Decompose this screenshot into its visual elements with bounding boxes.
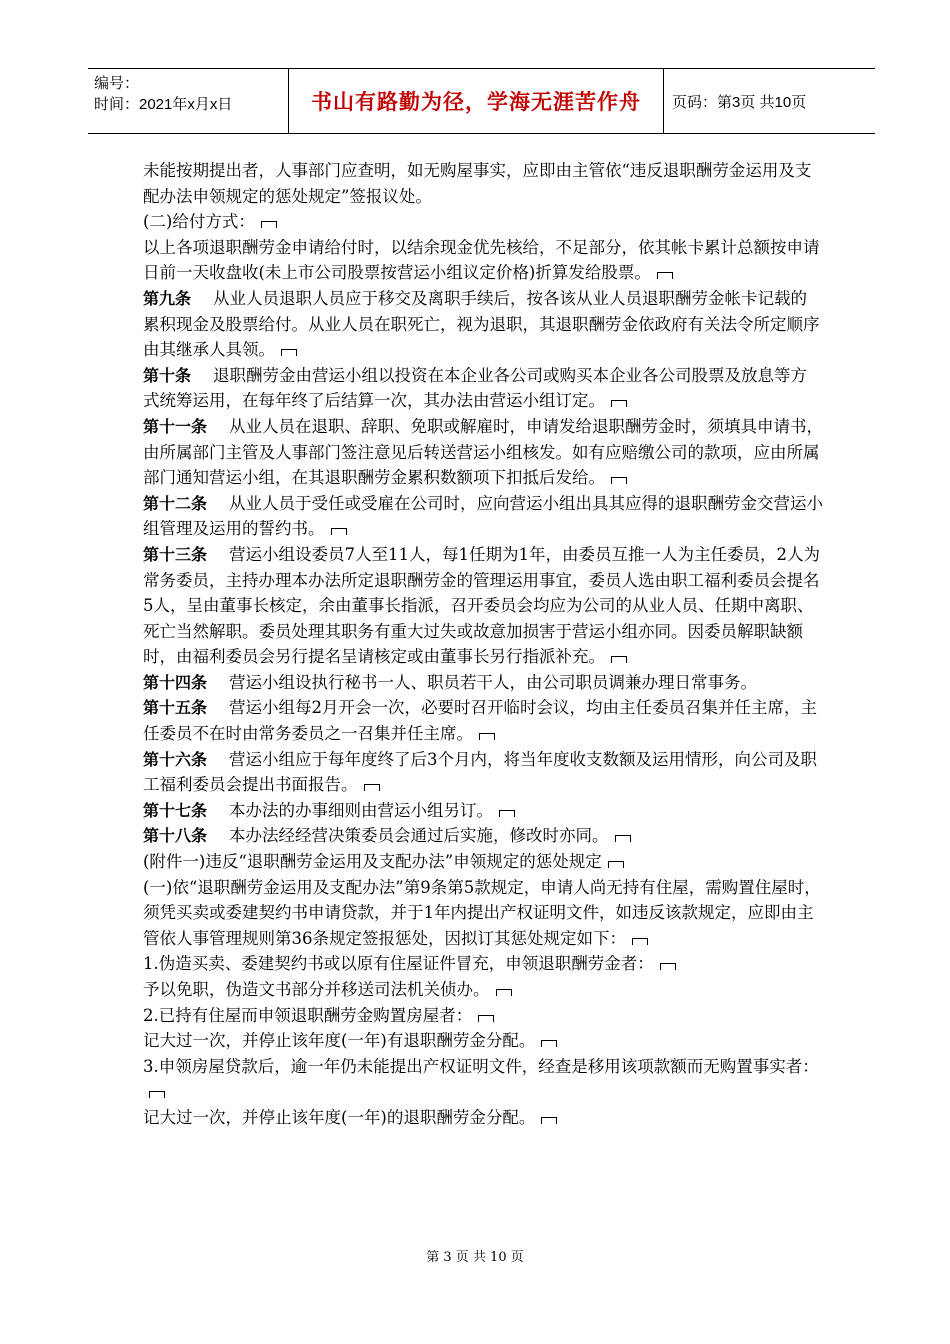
- paragraph-mark-icon: [149, 1091, 165, 1098]
- paragraph: [143, 823, 823, 849]
- paragraph-text: 2.已持有住屋而申领退职酬劳金购置房屋者：: [143, 1005, 473, 1025]
- paragraph: [143, 951, 823, 977]
- paragraph-text: (一)依“退职酬劳金运用及支配办法”第9条第5款规定，申请人尚无持有住屋，需购置住屋时，须凭买卖或委建契约书申请贷款，并于1年内提出产权证明文件，如违反该款规定，应即由主管依人事管理规则第36条规定签报惩处，因拟订其惩处规定如下：: [143, 877, 821, 948]
- paragraph: [143, 849, 823, 875]
- article-number: 第十三条: [143, 544, 208, 564]
- paragraph: [143, 1003, 823, 1029]
- paragraph: [143, 1054, 823, 1105]
- paragraph-mark-icon: [541, 1040, 557, 1047]
- page-footer: 第 3 页 共 10 页: [426, 1250, 524, 1265]
- paragraph: [143, 209, 823, 235]
- article-number: 第十一条: [143, 416, 208, 436]
- paragraph-text: 予以免职，伪造文书部分并移送司法机关侦办。: [143, 980, 490, 999]
- paragraph-mark-icon: [611, 477, 627, 484]
- paragraph: [143, 875, 823, 952]
- paragraph-text: 从业人员退职人员应于移交及离职手续后，按各该从业人员退职酬劳金帐卡记载的累积现金及股票给付。从业人员在职死亡，视为退职，其退职酬劳金依政府有关法令所定顺序由其继承人具领。: [143, 288, 820, 360]
- document-number-label: 编号：: [94, 75, 140, 92]
- paragraph-text: 本办法的办事细则由营运小组另订。: [229, 800, 494, 820]
- paragraph-mark-icon: [499, 810, 515, 817]
- paragraph-text: 记大过一次，并停止该年度(一年)有退职酬劳金分配。: [143, 1031, 536, 1051]
- paragraph-mark-icon: [660, 963, 676, 970]
- article-number: 第十五条: [143, 698, 208, 718]
- paragraph-text: 从业人员于受任或受雇在公司时，应向营运小组出具其应得的退职酬劳金交营运小组管理及运用的誓约书。: [143, 493, 824, 539]
- paragraph-mark-icon: [611, 656, 627, 663]
- paragraph-text: 营运小组设委员7人至11人，每1任期为1年，由委员互推一人为主任委员，2人为常务委员，主持办理本办法所定退职酬劳金的管理运用事宜，委员人选由职工福利委员会提名5人，呈由董事长核定，余由董事长指派，召开委员会均应为公司的从业人员、任期中离职、死亡当然解职。委员处理其职务有重大过失或故意加损害于营运小组亦同。因委员解职缺额时，由福利委员会另行提名呈请核定或由董事长另行指派补充。: [143, 544, 821, 667]
- document-body: [143, 158, 823, 1131]
- paragraph: [143, 977, 823, 1003]
- paragraph: [143, 670, 823, 696]
- paragraph-mark-icon: [261, 221, 277, 228]
- page-header: [88, 68, 875, 134]
- paragraph-mark-icon: [657, 272, 673, 279]
- paragraph: [143, 491, 823, 542]
- paragraph-mark-icon: [615, 835, 631, 842]
- paragraph-mark-icon: [496, 989, 512, 996]
- paragraph-text: 1.伪造买卖、委建契约书或以原有住屋证件冒充，申领退职酬劳金者：: [143, 954, 654, 974]
- paragraph: [143, 235, 823, 286]
- paragraph-mark-icon: [479, 733, 495, 740]
- paragraph-mark-icon: [632, 938, 648, 945]
- paragraph-text: 本办法经经营决策委员会通过后实施，修改时亦同。: [229, 826, 609, 846]
- header-page-label: 页码：第3页 共10页: [672, 93, 807, 111]
- article-number: 第九条: [143, 288, 192, 308]
- paragraph-mark-icon: [281, 349, 297, 356]
- paragraph-text: 营运小组设执行秘书一人、职员若干人，由公司职员调兼办理日常事务。: [229, 672, 758, 692]
- paragraph: [143, 1105, 823, 1131]
- article-number: 第十六条: [143, 749, 208, 769]
- paragraph-mark-icon: [611, 400, 627, 407]
- paragraph-text: 从业人员在退职、辞职、免职或解雇时，申请发给退职酬劳金时，须填具申请书，由所属部门主管及人事部门签注意见后转送营运小组核发。如有应赔缴公司的款项，应由所属部门通知营运小组，在其退职酬劳金累积数额项下扣抵后发给。: [143, 416, 824, 488]
- article-number: 第十条: [143, 365, 192, 385]
- paragraph: [143, 798, 823, 824]
- article-number: 第十二条: [143, 493, 208, 513]
- paragraph-mark-icon: [541, 1117, 557, 1124]
- paragraph-mark-icon: [478, 1015, 494, 1022]
- paragraph-mark-icon: [608, 861, 624, 868]
- paragraph: [143, 158, 823, 209]
- paragraph: [143, 414, 823, 491]
- paragraph: [143, 747, 823, 798]
- paragraph-text: (附件一)违反“退职酬劳金运用及支配办法”申领规定的惩处规定: [143, 852, 602, 872]
- article-number: 第十七条: [143, 800, 208, 820]
- paragraph: [143, 363, 823, 414]
- paragraph: [143, 542, 823, 670]
- header-meta: [88, 69, 288, 133]
- paragraph-text: 未能按期提出者，人事部门应查明，如无购屋事实，应即由主管依“违反退职酬劳金运用及支配办法申领规定的惩处规定”签报议处。: [143, 161, 812, 206]
- paragraph-text: 记大过一次，并停止该年度(一年)的退职酬劳金分配。: [143, 1107, 536, 1127]
- paragraph-text: 以上各项退职酬劳金申请给付时，以结余现金优先核给，不足部分，依其帐卡累计总额按申请日前一天收盘收(未上市公司股票按营运小组议定价格)折算发给股票。: [143, 237, 820, 283]
- paragraph-text: 营运小组应于每年度终了后3个月内，将当年度收支数额及运用情形，向公司及职工福利委员会提出书面报告。: [143, 749, 818, 795]
- paragraph-text: (二)给付方式：: [143, 212, 255, 232]
- document-time-label: 时间：2021年x月x日: [94, 96, 233, 113]
- paragraph-text: 退职酬劳金由营运小组以投资在本企业各公司或购买本企业各公司股票及放息等方式统筹运用，在每年终了后结算一次，其办法由营运小组订定。: [143, 365, 808, 411]
- paragraph-mark-icon: [364, 784, 380, 791]
- paragraph: [143, 286, 823, 363]
- article-number: 第十四条: [143, 672, 208, 692]
- paragraph-text: 3.申领房屋贷款后，逾一年仍未能提出产权证明文件，经查是移用该项款额而无购置事实者：: [143, 1056, 819, 1076]
- paragraph: [143, 695, 823, 746]
- header-motto: 书山有路勤为径，学海无涯苦作舟: [288, 69, 664, 133]
- paragraph-mark-icon: [331, 528, 347, 535]
- article-number: 第十八条: [143, 826, 208, 846]
- paragraph-text: 营运小组每2月开会一次，必要时召开临时会议，均由主任委员召集并任主席，主任委员不在时由常务委员之一召集并任主席。: [143, 698, 818, 744]
- paragraph: [143, 1028, 823, 1054]
